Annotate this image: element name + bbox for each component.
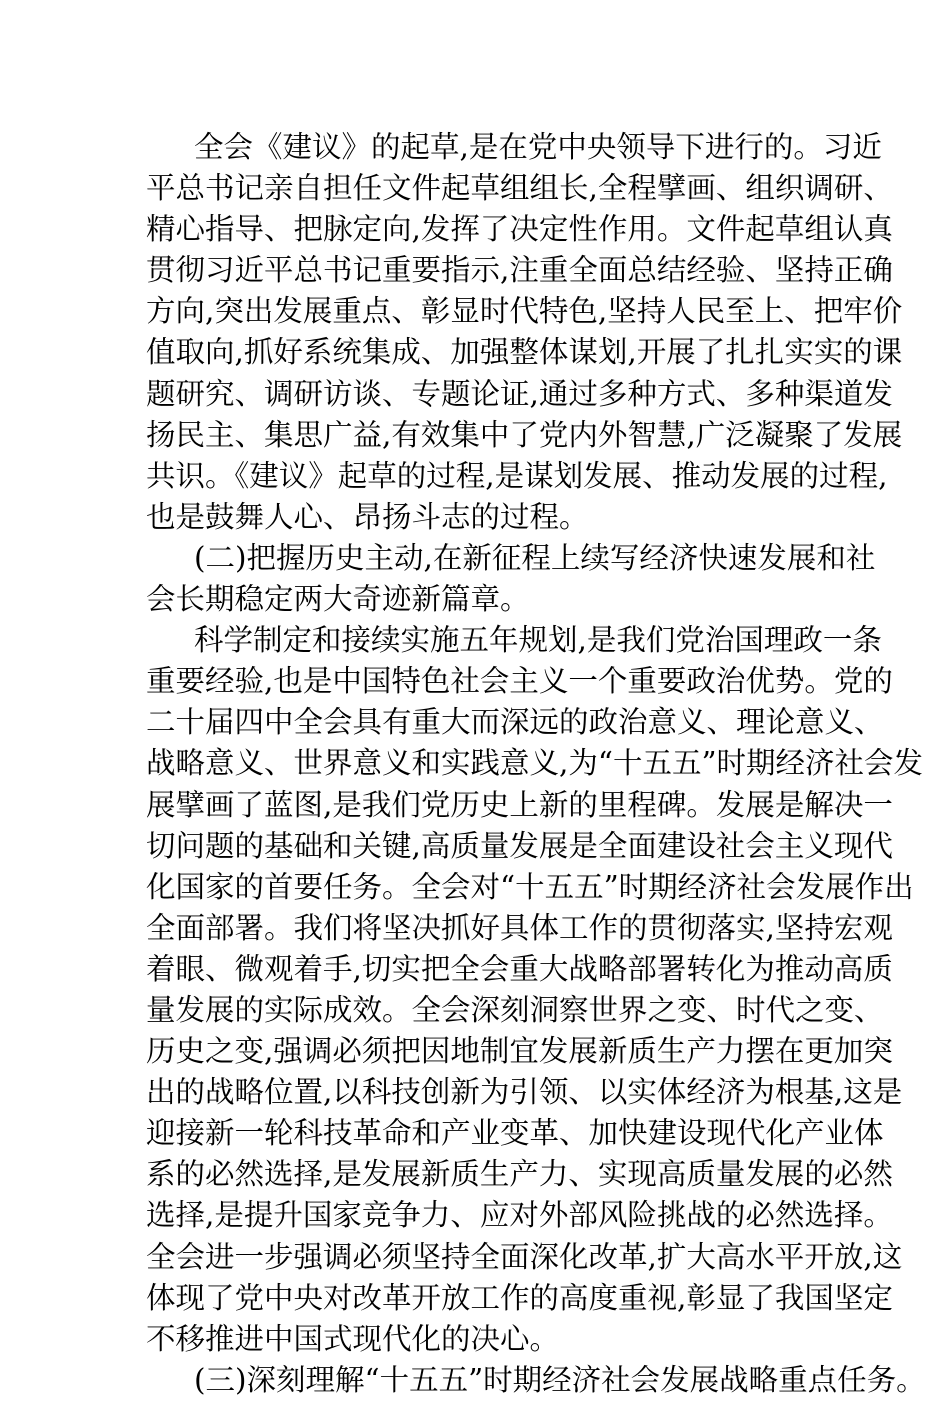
paragraph-five-year-plan	[146, 620, 924, 1360]
text-line: 着眼、微观着手,切实把全会重大战略部署转化为推动高质	[146, 951, 893, 986]
section-heading-2	[146, 538, 876, 620]
text-line: 平总书记亲自担任文件起草组组长,全程擘画、组织调研、	[146, 171, 893, 206]
text-line: 历史之变,强调必须把因地制宜发展新质生产力摆在更加突	[146, 1034, 893, 1069]
text-line: 选择,是提升国家竞争力、应对外部风险挑战的必然选择。	[146, 1198, 893, 1233]
text-line: 化国家的首要任务。全会对“十五五”时期经济社会发展作出	[146, 869, 914, 904]
text-line: 题研究、调研访谈、专题论证,通过多种方式、多种渠道发	[146, 376, 893, 411]
text-line: 全会《建议》的起草,是在党中央领导下进行的。习近	[194, 130, 882, 164]
section-heading-3	[146, 1360, 926, 1401]
document-body	[146, 127, 926, 1401]
text-line: 贯彻习近平总书记重要指示,注重全面总结经验、坚持正确	[146, 253, 893, 288]
paragraph-drafting-process	[146, 127, 903, 538]
text-line: 全会进一步强调必须坚持全面深化改革,扩大高水平开放,这	[146, 1239, 903, 1274]
text-line: 体现了党中央对改革开放工作的高度重视,彰显了我国坚定	[146, 1280, 893, 1315]
text-line: (二)把握历史主动,在新征程上续写经济快速发展和社	[194, 540, 876, 575]
text-line: 迎接新一轮科技革命和产业变革、加快建设现代化产业体	[146, 1116, 884, 1151]
text-line: 重要经验,也是中国特色社会主义一个重要政治优势。党的	[146, 664, 893, 699]
text-line: 也是鼓舞人心、昂扬斗志的过程。	[146, 499, 589, 534]
text-line: (三)深刻理解“十五五”时期经济社会发展战略重点任务。	[194, 1362, 926, 1397]
text-line: 展擘画了蓝图,是我们党历史上新的里程碑。发展是解决一	[146, 787, 893, 822]
text-line: 战略意义、世界意义和实践意义,为“十五五”时期经济社会发	[146, 746, 924, 781]
text-line: 扬民主、集思广益,有效集中了党内外智慧,广泛凝聚了发展	[146, 417, 903, 452]
text-line: 精心指导、把脉定向,发挥了决定性作用。文件起草组认真	[146, 212, 893, 247]
text-line: 会长期稳定两大奇迹新篇章。	[146, 582, 530, 617]
text-line: 二十届四中全会具有重大而深远的政治意义、理论意义、	[146, 705, 884, 740]
text-line: 不移推进中国式现代化的决心。	[146, 1321, 560, 1356]
text-line: 共识。《建议》起草的过程,是谋划发展、推动发展的过程,	[146, 458, 888, 493]
text-line: 出的战略位置,以科技创新为引领、以实体经济为根基,这是	[146, 1075, 903, 1110]
text-line: 切问题的基础和关键,高质量发展是全面建设社会主义现代	[146, 828, 893, 863]
text-line: 值取向,抓好系统集成、加强整体谋划,开展了扎扎实实的课	[146, 335, 903, 370]
text-line: 科学制定和接续实施五年规划,是我们党治国理政一条	[194, 623, 882, 658]
text-line: 方向,突出发展重点、彰显时代特色,坚持人民至上、把牢价	[146, 294, 903, 329]
text-line: 量发展的实际成效。全会深刻洞察世界之变、时代之变、	[146, 992, 884, 1027]
text-line: 系的必然选择,是发展新质生产力、实现高质量发展的必然	[146, 1157, 893, 1192]
text-line: 全面部署。我们将坚决抓好具体工作的贯彻落实,坚持宏观	[146, 910, 893, 945]
